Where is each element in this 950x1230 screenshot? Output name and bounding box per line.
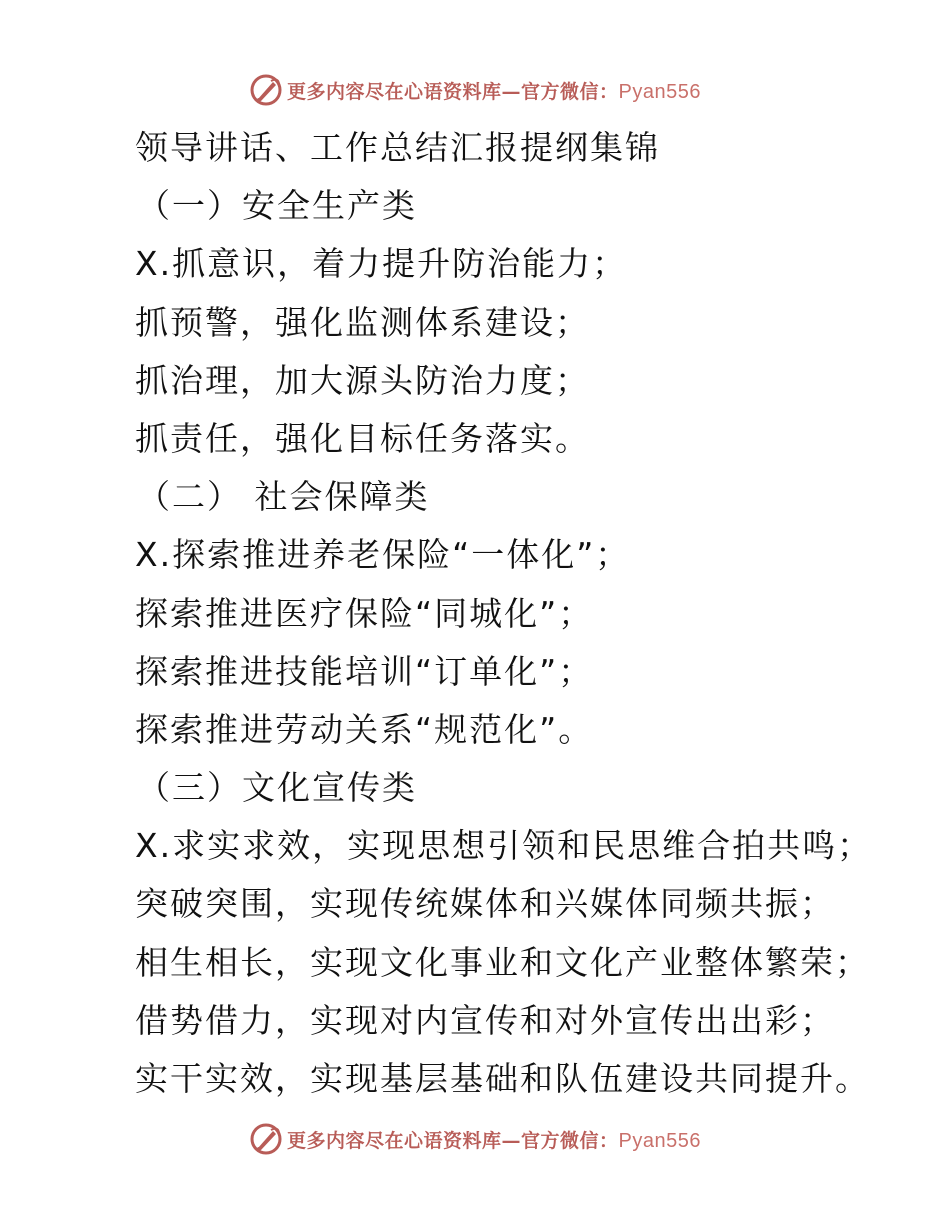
footer-banner-dash: — — [501, 1129, 522, 1152]
footer-banner-text — [287, 1126, 701, 1153]
document-title: 领导讲话、工作总结汇报提纲集锦 — [135, 128, 660, 167]
red-quill-logo-icon — [249, 73, 283, 107]
header-banner-text — [287, 77, 701, 104]
list-item: 实干实效，实现基层基础和队伍建设共同提升。 — [135, 1059, 870, 1098]
footer-banner — [0, 1119, 950, 1159]
header-banner-dash: — — [501, 80, 522, 103]
list-item: 抓治理，加大源头防治力度； — [135, 360, 590, 400]
list-item: 突破突围，实现传统媒体和兴媒体同频共振； — [135, 884, 835, 924]
section-heading-safety: （一）安全生产类 — [137, 186, 417, 226]
list-item: X.求实求效，实现思想引领和民思维合拍共鸣； — [135, 826, 873, 866]
list-item: 探索推进技能培训“订单化”； — [135, 651, 594, 691]
list-item: 相生相长，实现文化事业和文化产业整体繁荣； — [135, 942, 870, 982]
list-item: 探索推进劳动关系“规范化”。 — [135, 709, 594, 749]
header-banner-label: 官方微信： — [521, 80, 619, 103]
list-item: X.抓意识，着力提升防治能力； — [135, 244, 628, 284]
list-item: 抓责任，强化目标任务落实。 — [135, 418, 590, 458]
header-banner — [0, 70, 950, 110]
list-item: 探索推进医疗保险“同城化”； — [135, 593, 594, 633]
footer-banner-handle: Pyan556 — [618, 1129, 701, 1152]
section-heading-culture: （三）文化宣传类 — [137, 768, 417, 808]
footer-banner-label: 官方微信： — [521, 1129, 619, 1152]
list-item: X.探索推进养老保险“一体化”； — [135, 535, 631, 575]
header-banner-lead: 更多内容尽在心语资料库 — [287, 80, 502, 103]
list-item: 借势借力，实现对内宣传和对外宣传出出彩； — [135, 1000, 835, 1040]
red-quill-logo-icon — [249, 1122, 283, 1156]
list-item: 抓预警，强化监测体系建设； — [135, 302, 590, 342]
document-body — [135, 119, 935, 1108]
header-banner-handle: Pyan556 — [618, 80, 701, 103]
footer-banner-lead: 更多内容尽在心语资料库 — [287, 1129, 502, 1152]
section-heading-social-security: （二） 社会保障类 — [137, 477, 430, 517]
